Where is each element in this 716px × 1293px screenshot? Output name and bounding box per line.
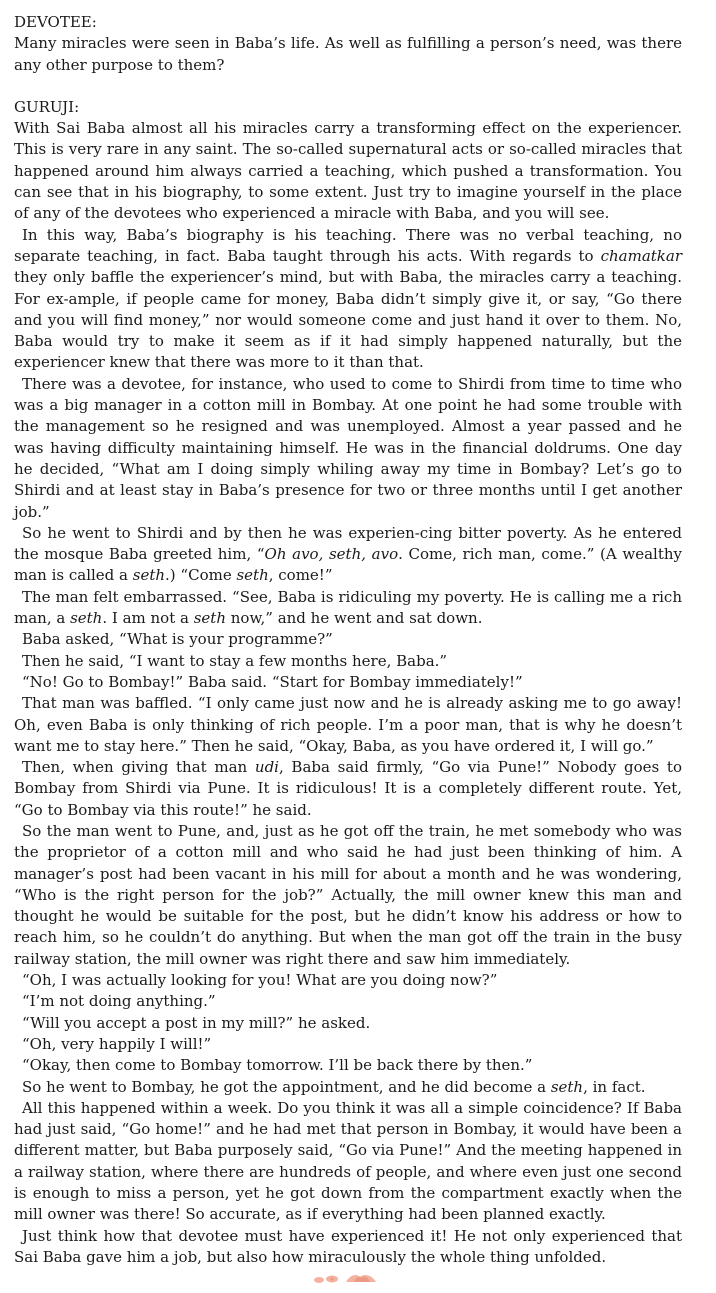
answer-paragraph-19: Just think how that devotee must have experienced it! He not only experienced that Sai Baba gave him a job, but also how miraculously the whole thing unfolded.: [14, 1226, 682, 1266]
answer-paragraph-1: With Sai Baba almost all his miracles carry a transforming effect on the experiencer. This is very rare in any saint. The so-called supernatural acts or so-called miracles that happened around him always carried a teaching, which pushed a transformation. You can see that in his biography, to some extent. Just try to imagine yourself in the place of any of the devotees who experienced a miracle with Baba, and you will see.: [14, 119, 682, 223]
answer-paragraph-17: [14, 1077, 682, 1098]
guruji-label: GURUJI:: [14, 97, 80, 116]
answer-paragraph-7: Then he said, “I want to stay a few months here, Baba.”: [22, 651, 448, 670]
devotee-label: DEVOTEE:: [14, 13, 97, 31]
text-span: The man felt embarrassed. “See, Baba is ridiculing my poverty. He is calling me a rich man, a: [14, 587, 682, 628]
answer-paragraph-13: “I’m not doing anything.”: [22, 992, 216, 1011]
italic-term: seth: [132, 566, 166, 585]
text-span: In this way, Baba’s biography is his teaching. There was no verbal teaching, no separate teaching, in fact. Baba taught through his acts. With regards to: [14, 225, 682, 265]
answer-paragraph-5: [14, 587, 682, 630]
italic-term: chamatkar: [600, 246, 682, 265]
italic-term: seth: [70, 609, 103, 628]
answer-paragraph-11: So the man went to Pune, and, just as he got off the train, he met somebody who was the proprietor of a cotton mill and who said he had just been thinking of him. A manager’s post had been vacant in his mill for about a month and he was wondering, “Who is the right person for the job?” Actually, the mill owner knew this man and thought he would be suitable for the post, but he didn’t know his address or how to reach him, so he couldn’t do anything. But when the man got off the train in the busy railway station, the mill owner was right there and saw him immediately.: [14, 821, 682, 968]
text-span: they only baffle the experiencer’s mind, but with Baba, the miracles carry a teaching. For ex-ample, if people came for money, Baba didn’t simply give it, or say, “Go there and you will find money,” nor would someone come and just hand it over to them. No, Baba would try to make it seem as if it had simply happened naturally, but the experiencer knew that there was more to it than that.: [14, 268, 682, 372]
answer-paragraph-2: [14, 225, 682, 374]
answer-paragraph-3: There was a devotee, for instance, who used to come to Shirdi from time to time who was a big manager in a cotton mill in Bombay. At one point he had some trouble with the management so he resigned and was unemployed. Almost a year passed and he was having difficulty maintaining himself. He was in the financial doldrums. One day he decided, “What am I doing simply whiling away my time in Bombay? Let’s go to Shirdi and at least stay in Baba’s presence for two or three months until I get another job.”: [14, 374, 682, 521]
devotee-question: Many miracles were seen in Baba’s life. As well as fulfilling a person’s need, was there any other purpose to them?: [14, 34, 682, 74]
text-span: . I am not a: [102, 609, 194, 628]
answer-paragraph-12: “Oh, I was actually looking for you! What are you doing now?”: [22, 971, 498, 990]
lotus-ornament-icon: [312, 1271, 382, 1287]
text-span: , in fact.: [583, 1077, 646, 1096]
answer-paragraph-6: Baba asked, “What is your programme?”: [22, 630, 333, 649]
answer-paragraph-9: That man was baffled. “I only came just now and he is already asking me to go away! Oh, even Baba is only thinking of rich people. I’m a poor man, that is why he doesn’t want me to stay here.” Then he said, “Okay, Baba, as you have ordered it, I will go.”: [14, 694, 682, 755]
answer-paragraph-14: “Will you accept a post in my mill?” he asked.: [22, 1013, 371, 1032]
italic-term: seth: [193, 609, 226, 628]
italic-term: seth: [236, 566, 269, 585]
text-span: . Come, rich man, come.” (A wealthy man is called a: [14, 545, 682, 585]
italic-term: Oh avo, seth, avo: [264, 545, 399, 564]
text-span: Then, when giving that man: [22, 758, 255, 777]
italic-term: udi: [254, 758, 279, 777]
answer-paragraph-4: [14, 523, 682, 587]
text-span: , Baba said firmly, “Go via Pune!” Nobody goes to Bombay from Shirdi via Pune. It is ridiculous! It is a completely different route. Yet, “Go to Bombay via this route!” he said.: [14, 758, 682, 819]
answer-paragraph-10: [14, 757, 682, 821]
answer-paragraph-15: “Oh, very happily I will!”: [22, 1034, 212, 1053]
text-span: .) “Come: [165, 566, 237, 585]
text-span: So he went to Shirdi and by then he was experien-cing bitter poverty. As he entered the mosque Baba greeted him, “: [14, 523, 682, 564]
answer-paragraph-16: “Okay, then come to Bombay tomorrow. I’ll be back there by then.”: [22, 1056, 533, 1075]
text-span: So he went to Bombay, he got the appointment, and he did become a: [22, 1077, 551, 1096]
page-text: [14, 12, 682, 1268]
text-span: , come!”: [268, 566, 333, 585]
answer-paragraph-8: “No! Go to Bombay!” Baba said. “Start for Bombay immediately!”: [22, 672, 523, 691]
text-span: now,” and he went and sat down.: [225, 609, 483, 628]
italic-term: seth: [550, 1077, 584, 1096]
answer-paragraph-18: All this happened within a week. Do you think it was all a simple coincidence? If Baba had just said, “Go home!” and he had met that person in Bombay, it would have been a different matter, but Baba purposely said, “Go via Pune!” And the meeting happened in a railway station, where there are hundreds of people, and where even just one second is enough to miss a person, yet he got down from the compartment exactly when the mill owner was there! So accurate, as if everything had been planned exactly.: [14, 1098, 682, 1224]
section-spacer: [14, 76, 682, 97]
